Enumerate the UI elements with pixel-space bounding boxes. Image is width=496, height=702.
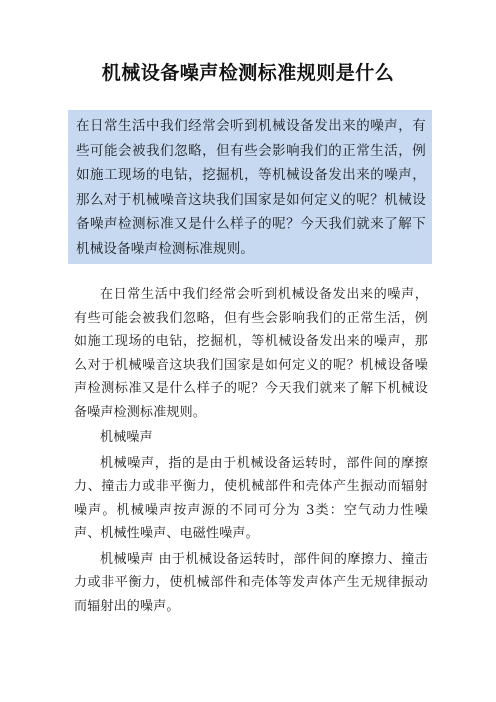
summary-box: 在日常生活中我们经常会听到机械设备发出来的噪声，有些可能会被我们忽略，但有些会影响我们的正常生活，例如施工现场的电钻，挖掘机，等机械设备发出来的噪声，那么对于机械噪音这块我们国家是如何定义的呢？机械设备噪声检测标准又是什么样子的呢？今天我们就来了解下机械设备噪声检测标准规则。 (68, 110, 432, 264)
definition-paragraph: 机械噪声，指的是由于机械设备运转时，部件间的摩擦力、撞击力或非平衡力，使机械部件和壳体产生振动而辐射噪声。机械噪声按声源的不同可分为 3类：空气动力性噪声、机械性噪声、电磁性噪声。 (74, 455, 428, 541)
section-heading: 机械噪声 (100, 430, 153, 445)
intro-paragraph: 在日常生活中我们经常会听到机械设备发出来的噪声，有些可能会被我们忽略，但有些会影响我们的正常生活，例如施工现场的电钻，挖掘机，等机械设备发出来的噪声，那么对于机械噪音这块我们国家是如何定义的呢？机械设备噪声检测标准又是什么样子的呢？今天我们就来了解下机械设备噪声检测标准规则。 (74, 287, 428, 420)
detail-paragraph: 机械噪声 由于机械设备运转时，部件间的摩擦力、撞击力或非平衡力，使机械部件和壳体等发声体产生无规律振动而辐射出的噪声。 (74, 551, 428, 614)
document-title: 机械设备噪声检测标准规则是什么 (101, 62, 395, 84)
document-body (74, 283, 428, 620)
